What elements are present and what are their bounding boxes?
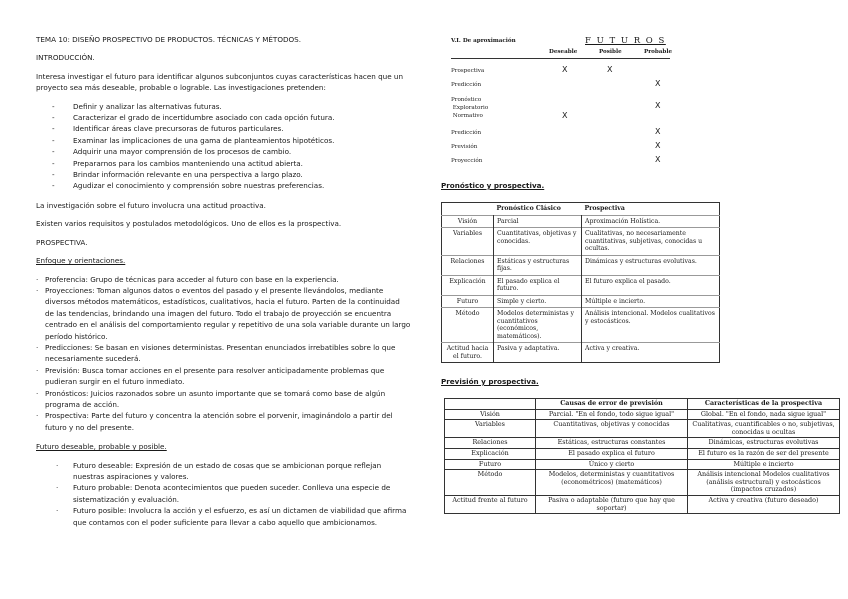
table-header-row <box>442 203 720 216</box>
table-cell: Múltiple e incierto <box>688 459 840 470</box>
table-row <box>445 495 840 513</box>
table-row <box>442 295 720 308</box>
list-item: · Proferencia: Grupo de técnicas para acceder al futuro con base en la experiencia. <box>36 274 411 285</box>
list-item: · Prospectiva: Parte del futuro y concentra la atención sobre el porvenir, imaginándolo a partir del futuro y no del presente. <box>36 410 411 433</box>
mark: X <box>655 101 661 110</box>
table-cell: Estáticas y estructuras fijas. <box>494 255 582 275</box>
table-cell: Variables <box>445 420 536 438</box>
column-header: Posible <box>599 49 622 55</box>
table-cell: Método <box>445 470 536 496</box>
table-cell: Modelos, deterministas y cuantitativos (econométricos) (matemáticos) <box>536 470 688 496</box>
table-header-cell: Características de la prospectiva <box>688 399 840 410</box>
futures-list <box>36 460 411 528</box>
list-item: · Futuro probable: Denota acontecimientos que pueden suceder. Conlleva una especie de sistematización y evaluación. <box>36 482 411 505</box>
table-cell: Parcial <box>494 215 582 228</box>
list-item: - Prepararnos para los cambios manteniendo una actitud abierta. <box>36 158 411 169</box>
table-cell: Cuantitativas, objetivas y conocidas <box>536 420 688 438</box>
table-row <box>442 275 720 295</box>
list-item: · Pronósticos: Juicios razonados sobre un asunto importante que se tomará como base de algún programa de acción. <box>36 388 411 411</box>
table-cell: Cualitativas, cuantificables o no, subjetivas, conocidas u ocultas <box>688 420 840 438</box>
column-header: Probable <box>644 49 673 55</box>
prevision-heading: Previsión y prospectiva. <box>441 377 539 386</box>
table-cell: Variables <box>442 228 494 256</box>
table-cell: Actitud hacia el futuro. <box>442 343 494 363</box>
row-label: Previsión <box>451 144 478 150</box>
table-cell: El futuro es la razón de ser del presente <box>688 448 840 459</box>
row-label: Proyección <box>451 158 483 164</box>
enfoque-heading: Enfoque y orientaciones. <box>36 256 126 266</box>
table-header-cell: Causas de error de previsión <box>536 399 688 410</box>
table-cell: Activa y creativa (futuro deseado) <box>688 495 840 513</box>
table-cell: Dinámicas, estructuras evolutivas <box>688 438 840 449</box>
aims-list <box>36 101 411 192</box>
pronostico-heading: Pronóstico y prospectiva. <box>441 181 545 190</box>
table-header-cell <box>445 399 536 410</box>
attitude-paragraph: La investigación sobre el futuro involucra una actitud proactiva. <box>36 200 266 210</box>
table-cell: Activa y creativa. <box>582 343 720 363</box>
mark: X <box>655 155 661 164</box>
list-item: - Definir y analizar las alternativas futuras. <box>36 101 411 112</box>
table-cell: Método <box>442 308 494 343</box>
table-cell: Pasiva o adaptable (futuro que hay que soportar) <box>536 495 688 513</box>
table-row <box>445 459 840 470</box>
table-cell: Dinámicas y estructuras evolutivas. <box>582 255 720 275</box>
table-cell: Modelos deterministas y cuantitativos (económicos, matemáticos). <box>494 308 582 343</box>
list-item: - Examinar las implicaciones de una gama de planteamientos hipotéticos. <box>36 135 411 146</box>
table-cell: Relaciones <box>445 438 536 449</box>
table-row <box>442 228 720 256</box>
list-item: - Brindar información relevante en una perspectiva a largo plazo. <box>36 169 411 180</box>
table-cell: Explicación <box>445 448 536 459</box>
table-cell: Aproximación Holística. <box>582 215 720 228</box>
row-label: Predicción <box>451 82 482 88</box>
mark: X <box>562 65 568 74</box>
table-cell: Global. "En el fondo, nada sigue igual" <box>688 409 840 420</box>
list-item: - Adquirir una mayor comprensión de los procesos de cambio. <box>36 146 411 157</box>
table-cell: Análisis intencional. Modelos cualitativos y estocásticos. <box>582 308 720 343</box>
table-header-cell: Pronóstico Clásico <box>496 205 561 212</box>
left-column <box>36 34 411 528</box>
table-cell: Estáticas, estructuras constantes <box>536 438 688 449</box>
mark: X <box>655 141 661 150</box>
intro-paragraph: Interesa investigar el futuro para identificar algunos subconjuntos cuyas características hacen que un proyecto sea más deseable, probable o lograble. Las investigaciones pretenden: <box>36 71 404 93</box>
table-cell: Actitud frente al futuro <box>445 495 536 513</box>
mark: X <box>562 111 568 120</box>
list-item: - Agudizar el conocimiento y comprensión sobre nuestras preferencias. <box>36 180 411 191</box>
table-header-cell <box>442 203 494 216</box>
list-item: · Futuro deseable: Expresión de un estado de cosas que se ambicionan porque reflejan nuestras aspiraciones y valores. <box>36 460 411 483</box>
table-row <box>442 255 720 275</box>
orientations-list <box>36 274 411 434</box>
futures-heading: Futuro deseable, probable y posible. <box>36 442 167 452</box>
table-cell: Visión <box>445 409 536 420</box>
prospectiva-heading: PROSPECTIVA. <box>36 237 88 247</box>
list-item: · Previsión: Busca tomar acciones en el presente para resolver anticipadamente problemas que pudieran surgir en el futuro inmediato. <box>36 365 411 388</box>
mark: X <box>607 65 613 74</box>
row-label: Prospectiva <box>451 68 485 74</box>
table-cell: El futuro explica el pasado. <box>582 275 720 295</box>
intro-heading: INTRODUCCIÓN. <box>36 53 95 63</box>
list-item: - Caracterizar el grado de incertidumbre asociado con cada opción futura. <box>36 112 411 123</box>
table-row <box>445 448 840 459</box>
requisites-paragraph: Existen varios requisitos y postulados metodológicos. Uno de ellos es la prospectiva. <box>36 219 342 229</box>
table-cell: Simple y cierto. <box>494 295 582 308</box>
table-row <box>442 215 720 228</box>
document-title: TEMA 10: DISEÑO PROSPECTIVO DE PRODUCTOS. TÉCNICAS Y MÉTODOS. <box>36 35 302 44</box>
table-row <box>442 308 720 343</box>
row-label: Pronóstico Exploratorio Normativo <box>451 97 489 119</box>
table-cell: El pasado explica el futuro. <box>494 275 582 295</box>
table-cell: Múltiple e incierto. <box>582 295 720 308</box>
mark: X <box>655 127 661 136</box>
row-label: Predicción <box>451 130 482 136</box>
list-item: - Identificar áreas clave precursoras de futuros particulares. <box>36 123 411 134</box>
list-item: · Futuro posible: Involucra la acción y el esfuerzo, es así un dictamen de viabilidad que afirma que contamos con el poder suficiente para llevar a cabo aquello que ambicionamos. <box>36 505 411 528</box>
table-cell: Único y cierto <box>536 459 688 470</box>
table-header-row <box>445 399 840 410</box>
table-row <box>442 343 720 363</box>
table-cell: Relaciones <box>442 255 494 275</box>
mark: X <box>655 79 661 88</box>
table-row <box>445 409 840 420</box>
table-cell: Parcial. "En el fondo, todo sigue igual" <box>536 409 688 420</box>
prevision-table <box>444 398 840 514</box>
pronostico-table <box>441 202 720 363</box>
approach-table-corner: V.I. De aproximación <box>451 38 516 44</box>
column-header: Deseable <box>549 49 578 55</box>
list-item: · Proyecciones: Toman algunos datos o eventos del pasado y el presente llevándolos, mediante diversos métodos matemáticos, estadísticos, cualitativos, hacia el futuro. Parten de la continuidad de las tendencias, brindando una imagen del futuro. Todo el trabajo de proyección se encuentra centrado en el análisis del comportamiento regular y repetitivo de una sola variable durante un largo período histórico. <box>36 285 411 342</box>
table-cell: El pasado explica el futuro <box>536 448 688 459</box>
table-row <box>445 470 840 496</box>
table-cell: Cualitativas, no necesariamente cuantitativas, subjetivas, conocidas u ocultas. <box>582 228 720 256</box>
table-cell: Pasiva y adaptativa. <box>494 343 582 363</box>
list-item: · Predicciones: Se basan en visiones deterministas. Presentan enunciados irrebatibles sobre lo que necesariamente sucederá. <box>36 342 411 365</box>
futures-group-title: F U T U R O S <box>585 36 666 46</box>
table-header-cell: Prospectiva <box>584 205 625 212</box>
table-cell: Futuro <box>442 295 494 308</box>
table-cell: Cuantitativas, objetivas y conocidas. <box>494 228 582 256</box>
header-rule <box>451 58 670 59</box>
table-cell: Futuro <box>445 459 536 470</box>
table-cell: Visión <box>442 215 494 228</box>
table-cell: Análisis intencional Modelos cualitativos (análisis estructural) y estocásticos (impactos cruzados) <box>688 470 840 496</box>
table-row <box>445 438 840 449</box>
table-row <box>445 420 840 438</box>
table-cell: Explicación <box>442 275 494 295</box>
